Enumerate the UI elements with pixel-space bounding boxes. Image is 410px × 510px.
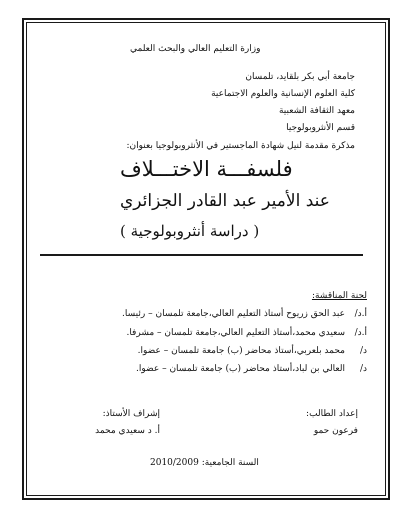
supervisor-label: إشراف الأستاذ: (102, 409, 160, 419)
university-name: جامعة أبي بكر بلقايد، تلمسان (245, 72, 355, 82)
committee-member-prefix: د/ (359, 346, 367, 356)
committee-member-prefix: أ.د/ (354, 328, 367, 338)
committee-member: العالي بن لباد،أستاذ محاضر (ب) جامعة تلمسان – عضوا. (136, 364, 345, 374)
supervisor-name: أ. د سعيدي محمد (95, 426, 160, 436)
title-divider (40, 254, 363, 256)
institute-name: معهد الثقافة الشعبية (278, 106, 355, 116)
thesis-subtitle: عند الأمير عبد القادر الجزائري (120, 191, 330, 211)
committee-member-prefix: د/ (359, 364, 367, 374)
department-name: قسم الأنثروبولوجيا (286, 123, 355, 133)
committee-member: محمد بلعربي،أستاذ محاضر (ب) جامعة تلمسان – عضوا. (137, 346, 345, 356)
committee-member: سعيدي محمد،أستاذ التعليم العالي،جامعة تلمسان – مشرفا. (126, 328, 345, 338)
committee-member-prefix: أ.د/ (354, 309, 367, 319)
academic-year: السنة الجامعية: 2010/2009 (150, 458, 259, 468)
thesis-title: فلسفـــة الاختـــلاف (120, 157, 293, 181)
ministry-name: وزارة التعليم العالي والبحث العلمي (130, 44, 261, 54)
thesis-intro: مذكرة مقدمة لنيل شهادة الماجستير في الأنثروبولوجيا بعنوان: (126, 141, 355, 151)
thesis-study-type: ( دراسة أنثروبولوجية ) (120, 222, 260, 240)
prepared-by-label: إعداد الطالب: (306, 409, 358, 419)
committee-member: عبد الحق زريوح أستاذ التعليم العالي،جامعة تلمسان – رئيسا. (122, 309, 345, 319)
faculty-name: كلية العلوم الإنسانية والعلوم الاجتماعية (211, 89, 355, 99)
committee-heading: لجنة المناقشة: (311, 291, 367, 301)
prepared-by-name: فرعون حمو (313, 426, 358, 436)
